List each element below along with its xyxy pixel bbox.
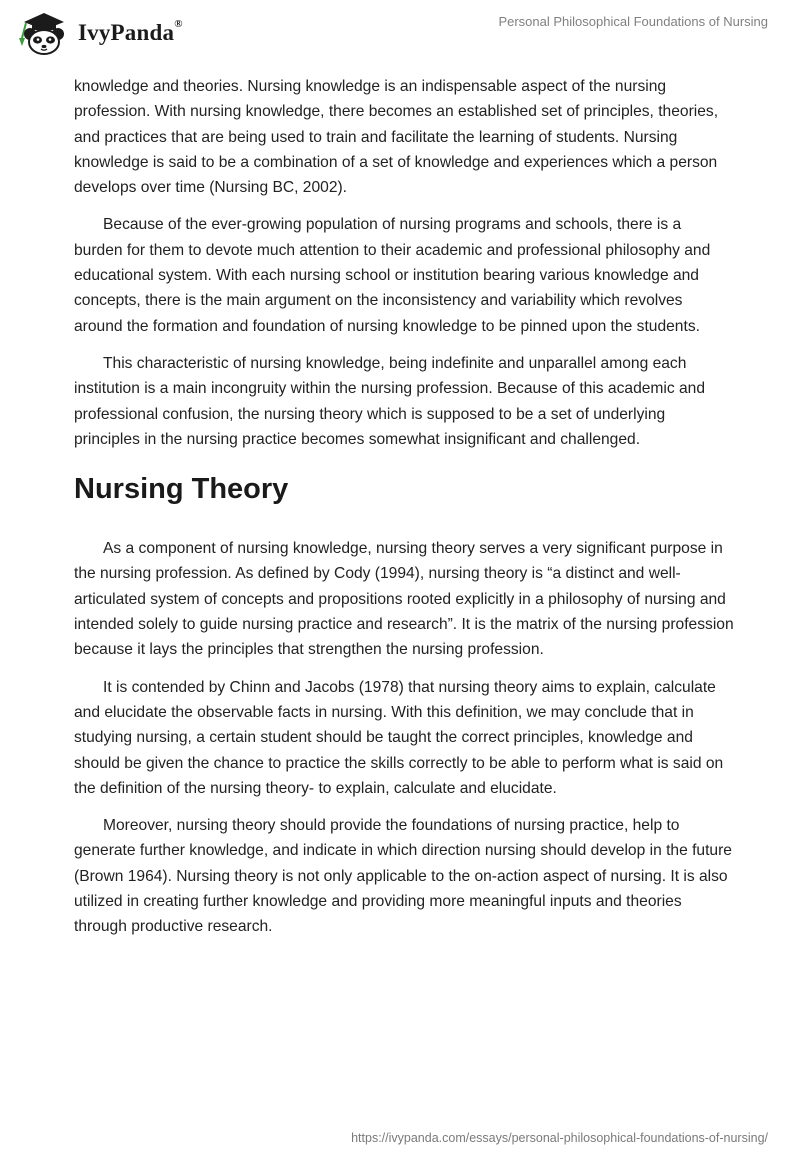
paragraph-2: Because of the ever-growing population of nursing programs and schools, there is a burden for them to devote much attention to their academic and professional philosophy and educational system. With each nursing school or institution bearing various knowledge and concepts, there is the main argument on the inconsistency and variability which revolves around the formation and foundation of nursing knowledge to be pinned upon the students. bbox=[74, 216, 711, 335]
section-heading: Nursing Theory bbox=[74, 473, 289, 506]
document-title: Personal Philosophical Foundations of Nursing bbox=[498, 14, 768, 29]
source-url[interactable]: https://ivypanda.com/essays/personal-philosophical-foundations-of-nursing/ bbox=[351, 1131, 768, 1145]
paragraph-6: Moreover, nursing theory should provide the foundations of nursing practice, help to generate further knowledge, and indicate in which direction nursing should develop in the future (Brown 1964). Nursing theory is not only applicable to the on-action aspect of nursing. It is also utilized in creating further knowledge and providing more meaningful inputs and theories through productive research. bbox=[74, 817, 732, 936]
page-header bbox=[0, 0, 800, 70]
ivypanda-logo[interactable] bbox=[14, 10, 183, 56]
paragraph-4: As a component of nursing knowledge, nursing theory serves a very significant purpose in the nursing profession. As defined by Cody (1994), nursing theory is “a distinct and well-articulated system of concepts and propositions rooted explicitly in a philosophy of nursing and intended solely to guide nursing practice and research”. It is the matrix of the nursing profession because it lays the principles that strengthen the nursing profession. bbox=[74, 540, 734, 659]
paragraph-5: It is contended by Chinn and Jacobs (1978) that nursing theory aims to explain, calculate and elucidate the observable facts in nursing. With this definition, we may conclude that in studying nursing, a certain student should be taught the correct principles, knowledge and should be given the chance to practice the skills correctly to be able to perform what is said on the definition of the nursing theory- to explain, calculate and elucidate. bbox=[74, 678, 724, 797]
paragraph-3: This characteristic of nursing knowledge, being indefinite and unparallel among each institution is a main incongruity within the nursing profession. Because of this academic and professional confusion, the nursing theory which is supposed to be a set of underlying principles in the nursing practice becomes somewhat insignificant and challenged. bbox=[74, 354, 706, 448]
logo-wordmark: IvyPanda® bbox=[78, 18, 183, 45]
panda-graduate-icon bbox=[14, 10, 70, 56]
essay-content bbox=[74, 74, 734, 952]
paragraph-1: knowledge and theories. Nursing knowledge is an indispensable aspect of the nursing profession. With nursing knowledge, there becomes an established set of principles, theories, and practices that are being used to train and facilitate the learning of students. Nursing knowledge is said to be a combination of a set of knowledge and experiences which a person develops over time (Nursing BC, 2002). bbox=[74, 78, 719, 197]
